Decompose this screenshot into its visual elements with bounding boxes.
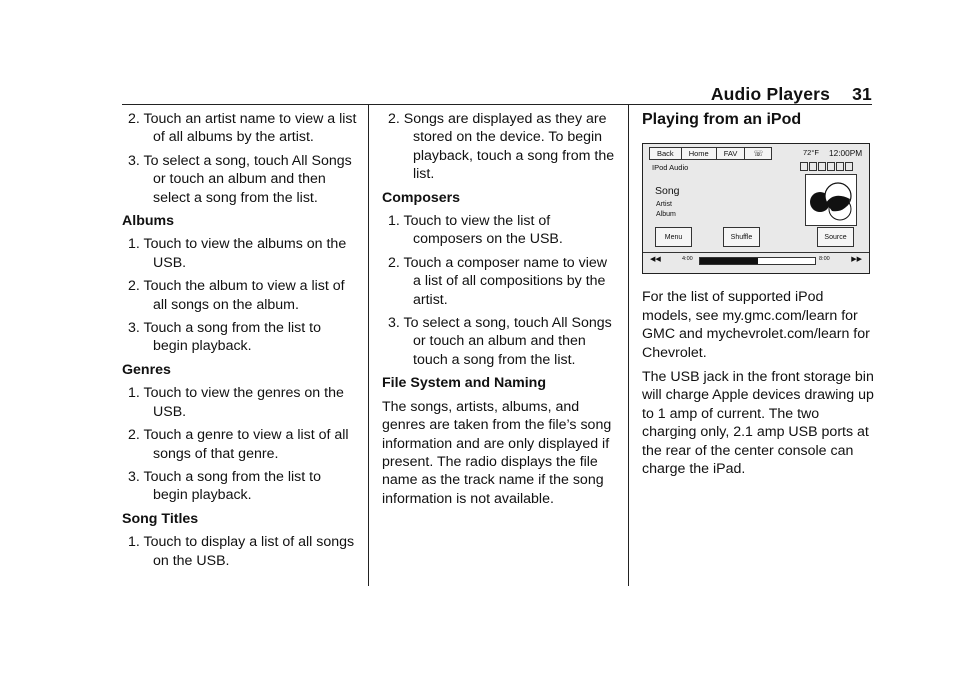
usb-charging-paragraph: The USB jack in the front storage bin will charge Apple devices drawing up to 1 amp of current. The two charging only, 2.1 amp USB ports at the rear of the center console can charge the iPad. xyxy=(642,369,874,478)
menu-button: Menu xyxy=(655,227,692,247)
list-item: 1. Touch to view the albums on the USB. xyxy=(128,236,347,271)
status-icons xyxy=(800,162,854,171)
source-button: Source xyxy=(817,227,854,247)
playback-bar xyxy=(643,252,869,267)
progress-bar xyxy=(699,257,816,265)
list-item: 3. Touch a song from the list to begin playback. xyxy=(128,468,321,504)
ipod-support-paragraph: For the list of supported iPod models, see my.gmc.com/learn for GMC and mychevrolet.com/learn for Chevrolet. xyxy=(642,289,870,361)
album-art-icon xyxy=(805,174,857,226)
list-item: 2. Touch a genre to view a list of all songs of that genre. xyxy=(128,427,349,462)
list-item: 2. Touch the album to view a list of all songs on the album. xyxy=(128,278,345,313)
composers-heading: Composers xyxy=(382,189,461,206)
previous-track-icon: ◀◀ xyxy=(650,256,661,264)
page-number: 31 xyxy=(852,84,872,104)
list-item: 2. Touch a composer name to view a list of all compositions by the artist. xyxy=(388,254,607,308)
source-name: IPod Audio xyxy=(652,163,689,173)
next-track-icon: ▶▶ xyxy=(851,256,862,264)
list-item: 2. Songs are displayed as they are stored on the device. To begin playback, touch a song from the list. xyxy=(388,111,615,183)
progress-fill xyxy=(700,258,758,264)
status-icon xyxy=(800,162,808,171)
screen-top-bar xyxy=(649,147,771,160)
list-item: 3. To select a song, touch All Songs or touch an album and then select a song from the list. xyxy=(128,152,352,206)
phone-icon: ☏ xyxy=(744,147,772,160)
status-icon xyxy=(845,162,853,171)
ipod-section-heading: Playing from an iPod xyxy=(642,111,802,128)
list-item: 1. Touch to view the genres on the USB. xyxy=(128,385,344,420)
home-button: Home xyxy=(681,147,717,160)
artist-label: Artist xyxy=(656,201,672,209)
status-icon xyxy=(818,162,826,171)
column-divider-1 xyxy=(368,104,369,586)
status-icon xyxy=(836,162,844,171)
albums-heading: Albums xyxy=(122,213,175,230)
ipod-screen-figure xyxy=(642,143,870,274)
section-title: Audio Players xyxy=(710,84,831,104)
file-system-paragraph: The songs, artists, albums, and genres are taken from the file’s song information and are only displayed if present. The radio displays the file name as the track name if the song information is not available. xyxy=(382,398,612,507)
list-item: 1. Touch to display a list of all songs on the USB. xyxy=(128,534,355,569)
file-system-heading: File System and Naming xyxy=(382,375,546,392)
list-item: 2. Touch an artist name to view a list of all albums by the artist. xyxy=(128,111,357,146)
column-2 xyxy=(382,110,617,514)
shuffle-button: Shuffle xyxy=(723,227,760,247)
header-rule xyxy=(122,104,872,105)
album-label: Album xyxy=(656,211,676,219)
list-item: 3. To select a song, touch All Songs or touch an album and then touch a song from the list. xyxy=(388,315,612,368)
song-titles-heading: Song Titles xyxy=(122,510,199,527)
status-icon xyxy=(827,162,835,171)
list-item: 3. Touch a song from the list to begin playback. xyxy=(128,320,321,355)
column-3 xyxy=(642,110,874,484)
column-1 xyxy=(122,110,357,575)
elapsed-time: 4:00 xyxy=(682,256,693,263)
page-header xyxy=(711,84,872,105)
total-time: 8:00 xyxy=(819,256,830,263)
fav-button: FAV xyxy=(716,147,746,160)
song-label: Song xyxy=(655,185,680,198)
temperature-readout: 72°F xyxy=(803,148,819,158)
genres-heading: Genres xyxy=(122,361,171,378)
clock-readout: 12:00PM xyxy=(829,148,863,159)
back-button: Back xyxy=(649,147,682,160)
status-icon xyxy=(809,162,817,171)
list-item: 1. Touch to view the list of composers on the USB. xyxy=(388,213,563,248)
column-divider-2 xyxy=(628,104,629,586)
